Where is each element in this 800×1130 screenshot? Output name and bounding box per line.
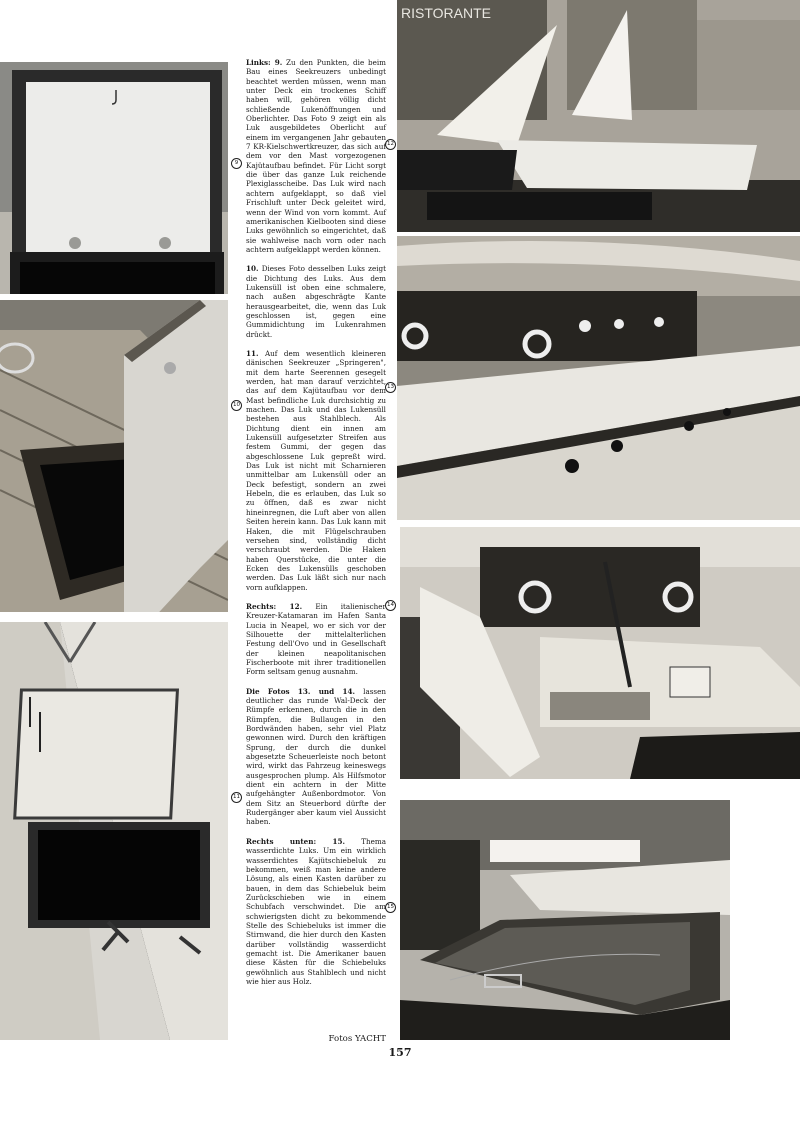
photo-marker-14: 14 <box>385 600 396 611</box>
caption-11: 11. Auf dem wesentlich kleineren dänischen Seekreuzer „Springeren", mit dem harte Seerennen gesegelt werden, hat man darauf verzichtet, das auf dem Kajütaufbau vor dem Mast befindliche Luk durchsichtig zu machen. Das Luk und das Lukensüll bestehen aus Stahlblech. Als Dichtung dient ein innen am Lukensüll aufgesetzter Streifen aus festem Gummi, der gegen das abgeschlossene Luk gepreßt wird. Das Luk ist nicht mit Scharnieren unmittelbar am Lukensüll oder an Deck befestigt, sondern an zwei Hebeln, die es erlauben, das Luk so zu öffnen, daß es zwar nicht hineinregnen, die Luft aber von allen Seiten herein kann. Das Luk kann mit Haken, die mit Flügelschrauben versehen sind, vollständig dicht verschraubt werden. Die Haken haben Querstücke, die unter die Ecken des Lukensülls geschoben werden. Das Luk läßt sich nur nach vorn aufklappen. <box>246 348 386 592</box>
caption-10: 10. Dieses Foto desselben Luks zeigt die Dichtung des Luks. Aus dem Lukensüll ist oben eine schmalere, nach außen abgeschrägte Kante herausgearbeitet, die, wenn das Luk geschlossen ist, gegen eine Gummidichtung im Lukenrahmen drückt. <box>246 264 386 339</box>
photo-9-skylight-hatch <box>0 62 228 294</box>
photo-10-hatch-seal <box>0 300 228 612</box>
page-number: 157 <box>388 1046 412 1059</box>
photo-14-catamaran-outboard <box>400 527 800 779</box>
photo-11-springeren-hatch <box>0 622 228 1040</box>
photo-marker-10: 10 <box>231 400 242 411</box>
caption-12: Rechts: 12. Ein italienischer Kreuzer-Katamaran im Hafen Santa Lucia in Neapel, wo er sich vor der Silhouette der mittelalterlichen Festung dell'Ovo und in Gesellschaft der kleinen neapolitanischen Fischerboote mit ihrer traditionellen Form seltsam genug ausnahm. <box>246 601 386 677</box>
caption-15: Rechts unten: 15. Thema wasserdichte Luks. Um ein wirklich wasserdichtes Kajütschiebeluk zu bekommen, weiß man keine andere Lösung, als einen Kasten darüber zu bauen, in dem das Schiebeluk beim Zurückschieben wie in einem Schubfach verschwindet. Die am schwierigsten dicht zu bekommende Stelle des Schiebeluks ist immer die Stirnwand, die hier durch den Kasten darüber vollständig wasserdicht gemacht ist. Die Amerikaner bauen diese Kästen für die Schiebeluks gewöhnlich aus Stahlblech und nicht wie hier aus Holz. <box>246 836 386 986</box>
caption-9: Links: 9. Zu den Punkten, die beim Bau eines Seekreuzers unbedingt beachtet werden müssen, wenn man unter Deck ein trockenes Schiff haben will, gehören völlig dicht schließende Lukenöffnungen und Oberlichter. Das Foto 9 zeigt ein als Luk ausgebildetes Oberlicht auf einem im vergangenen Jahr gebauten 7 KR-Kielschwertkreuzer, das sich auf dem vor den Mast vorgezogenen Kajütaufbau befindet. Für Licht sorgt die über das ganze Luk reichende Plexiglasscheibe. Das Luk wird nach achtern aufgeklappt, so daß viel Frischluft unter Deck geleitet wird, wenn der Wind von vorn kommt. Auf amerikanischen Kielbooten sind diese Luks gewöhnlich so eingerichtet, daß sie wahlweise nach vorn oder nach achtern aufgeklappt werden können. <box>246 58 386 254</box>
photo-marker-15: 15 <box>385 902 396 913</box>
photo-9-subject <box>0 0 1 1</box>
photo-marker-11: 11 <box>231 792 242 803</box>
photo-15-sliding-hatch <box>400 800 730 1040</box>
caption-column <box>246 58 386 996</box>
photo-credit: Fotos YACHT <box>328 1034 386 1044</box>
photo-marker-9: 9 <box>231 158 242 169</box>
photo-marker-12: 12 <box>385 139 396 150</box>
photo-marker-13: 13 <box>385 382 396 393</box>
ristorante-sign: RISTORANTE <box>401 5 491 21</box>
photo-12-catamaran-harbour <box>397 0 800 232</box>
photo-13-catamaran-hull <box>397 236 800 520</box>
caption-13-14: Die Fotos 13. und 14. lassen deutlicher das runde Wal-Deck der Rümpfe erkennen, durch die in den Rümpfen, die Bullaugen in den Bordwänden haben, sehr viel Platz gewonnen wird. Durch den kräftigen Sprung, der durch die dunkel abgesetzte Scheuerleiste noch betont wird, wirkt das Fahrzeug keineswegs ausgesprochen plump. Als Hilfsmotor dient ein achtern in der Mitte aufgehängter Außenbordmotor. Von dem Sitz an Steuerbord dürfte der Rudergänger aber kaum viel Aussicht haben. <box>246 686 386 827</box>
